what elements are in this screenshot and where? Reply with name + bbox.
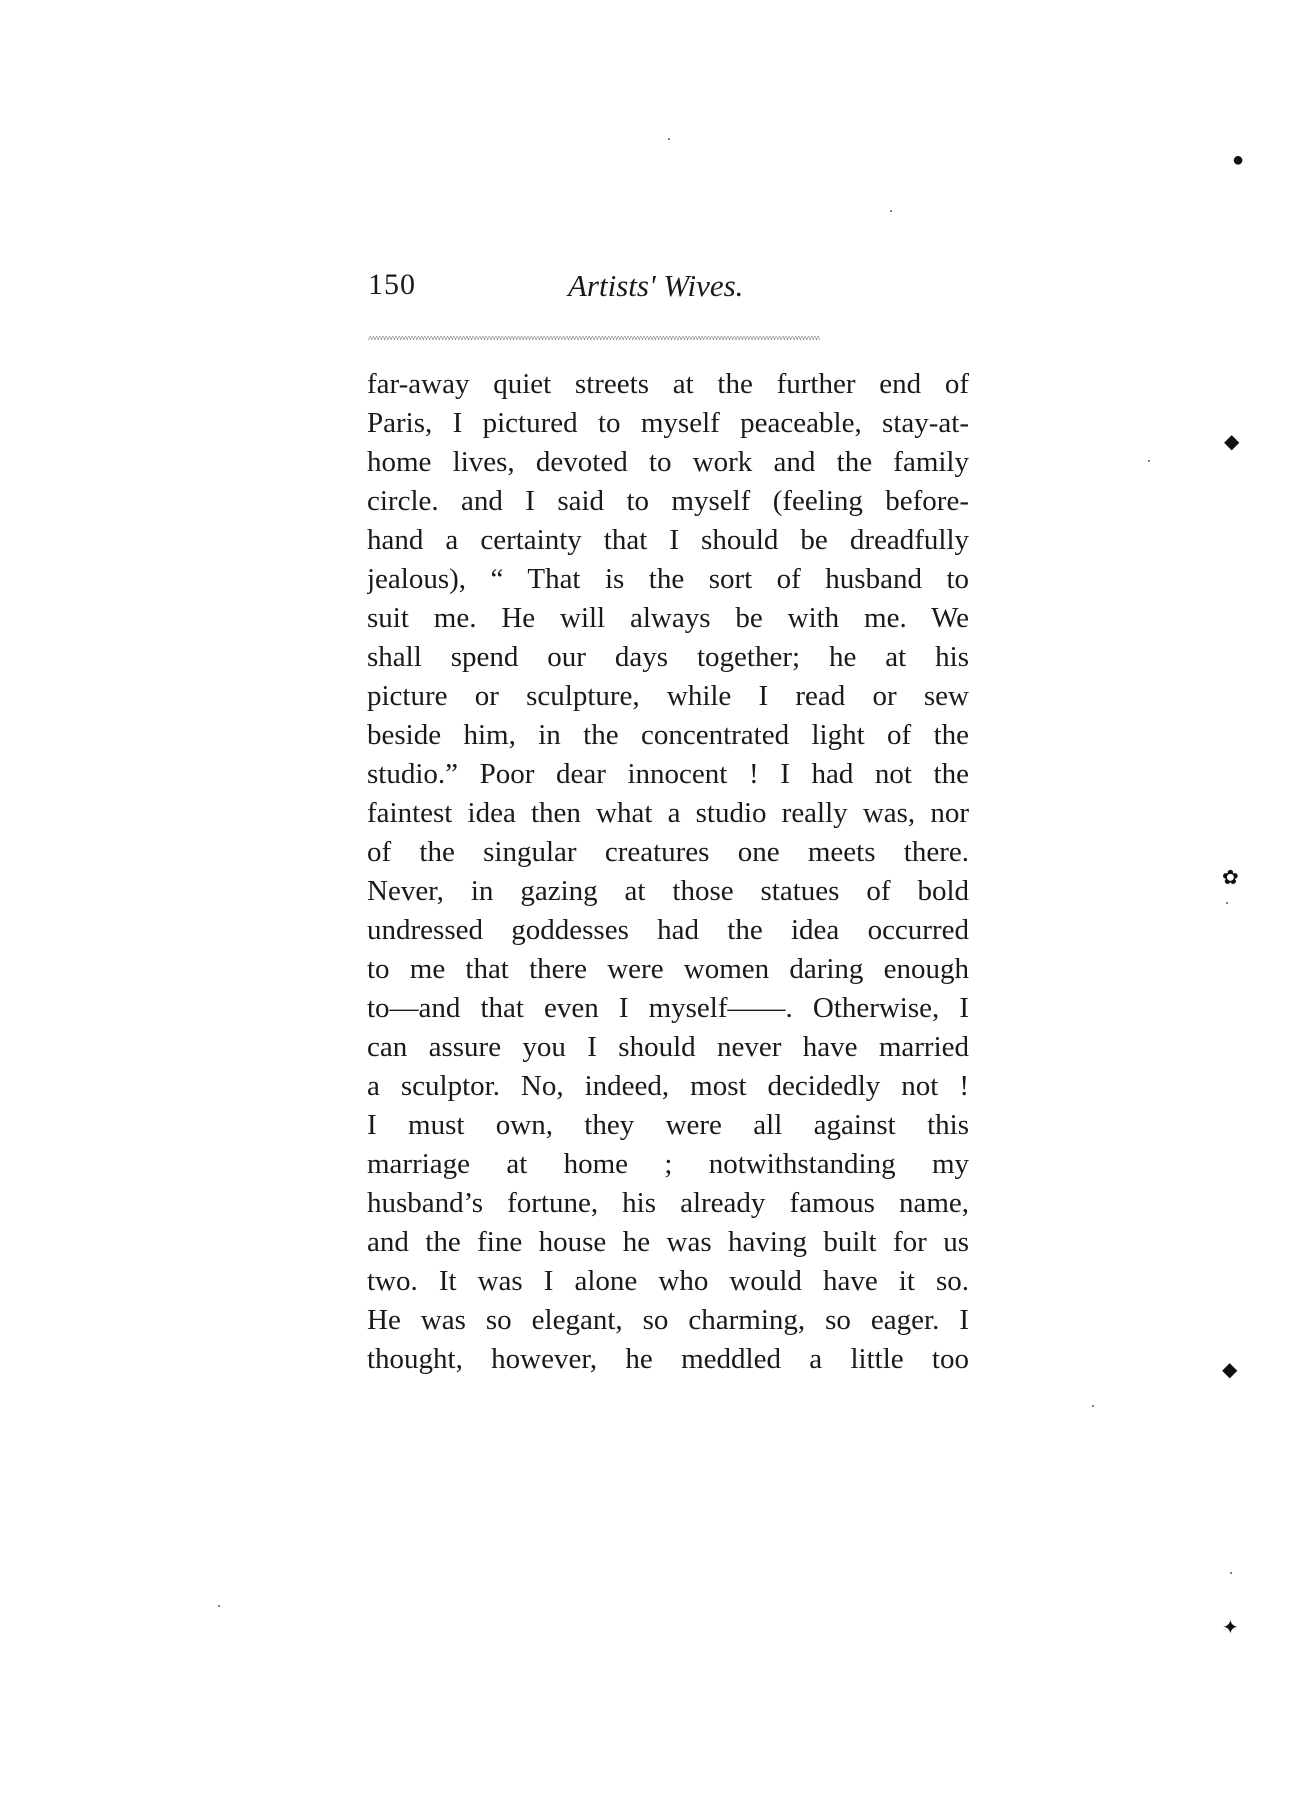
text-line: to me that there were women daring enough — [367, 953, 969, 985]
text-line: jealous), “ That is the sort of husband to — [367, 563, 969, 595]
page-number: 150 — [368, 268, 416, 301]
text-line: I must own, they were all against this — [367, 1109, 969, 1141]
header-ornamental-rule: ^^^^^^^^^^^^^^^^^^^^^^^^^^^^^^^^^^^^^^^^^^^^^^^^^^^^^^^^^^^^^^^^^^^^^^^^^^^^^^^^^^^^^^^^^^^^^^^^^^^^^^^^^^^^^^^^^^^^^^^^^^^^^^^^^^^^^^^^^^^^ — [368, 336, 820, 342]
text-line: studio.” Poor dear innocent ! I had not the — [367, 758, 969, 790]
text-line: home lives, devoted to work and the family — [367, 446, 969, 478]
text-line: Paris, I pictured to myself peaceable, stay-at- — [367, 407, 969, 439]
text-line: and the fine house he was having built for us — [367, 1226, 969, 1258]
text-line: Never, in gazing at those statues of bold — [367, 875, 969, 907]
text-line: to—and that even I myself——. Otherwise, I — [367, 992, 969, 1024]
text-line: circle. and I said to myself (feeling before- — [367, 485, 969, 517]
ink-blot-mark: ✿ — [1222, 867, 1239, 889]
page-header — [368, 268, 968, 318]
scan-speck — [1092, 1405, 1094, 1407]
text-line: far-away quiet streets at the further end of — [367, 368, 969, 400]
text-line: picture or sculpture, while I read or sew — [367, 680, 969, 712]
text-line: two. It was I alone who would have it so. — [367, 1265, 969, 1297]
text-line: of the singular creatures one meets there. — [367, 836, 969, 868]
scan-speck — [1226, 902, 1228, 904]
text-line: He was so elegant, so charming, so eager. I — [367, 1304, 969, 1336]
scan-speck — [668, 138, 670, 140]
text-line: marriage at home ; notwithstanding my — [367, 1148, 969, 1180]
text-line: husband’s fortune, his already famous name, — [367, 1187, 969, 1219]
ink-blot-mark: ◆ — [1222, 1359, 1238, 1381]
running-title: Artists' Wives. — [568, 268, 744, 303]
text-line: suit me. He will always be with me. We — [367, 602, 969, 634]
text-line: can assure you I should never have married — [367, 1031, 969, 1063]
text-line: a sculptor. No, indeed, most decidedly not ! — [367, 1070, 969, 1102]
scan-speck — [890, 210, 892, 212]
scan-speck — [218, 1605, 220, 1607]
ink-blot-mark: ✦ — [1222, 1617, 1239, 1639]
text-line: thought, however, he meddled a little too — [367, 1343, 969, 1375]
scan-speck — [1230, 1572, 1232, 1574]
ink-blot-mark: ● — [1232, 149, 1245, 171]
ink-blot-mark: ◆ — [1224, 431, 1240, 453]
body-text — [367, 365, 969, 1379]
scan-speck — [1148, 460, 1150, 462]
text-line: hand a certainty that I should be dreadfully — [367, 524, 969, 556]
text-line: shall spend our days together; he at his — [367, 641, 969, 673]
text-line: beside him, in the concentrated light of the — [367, 719, 969, 751]
text-line: undressed goddesses had the idea occurred — [367, 914, 969, 946]
text-line: faintest idea then what a studio really was, nor — [367, 797, 969, 829]
